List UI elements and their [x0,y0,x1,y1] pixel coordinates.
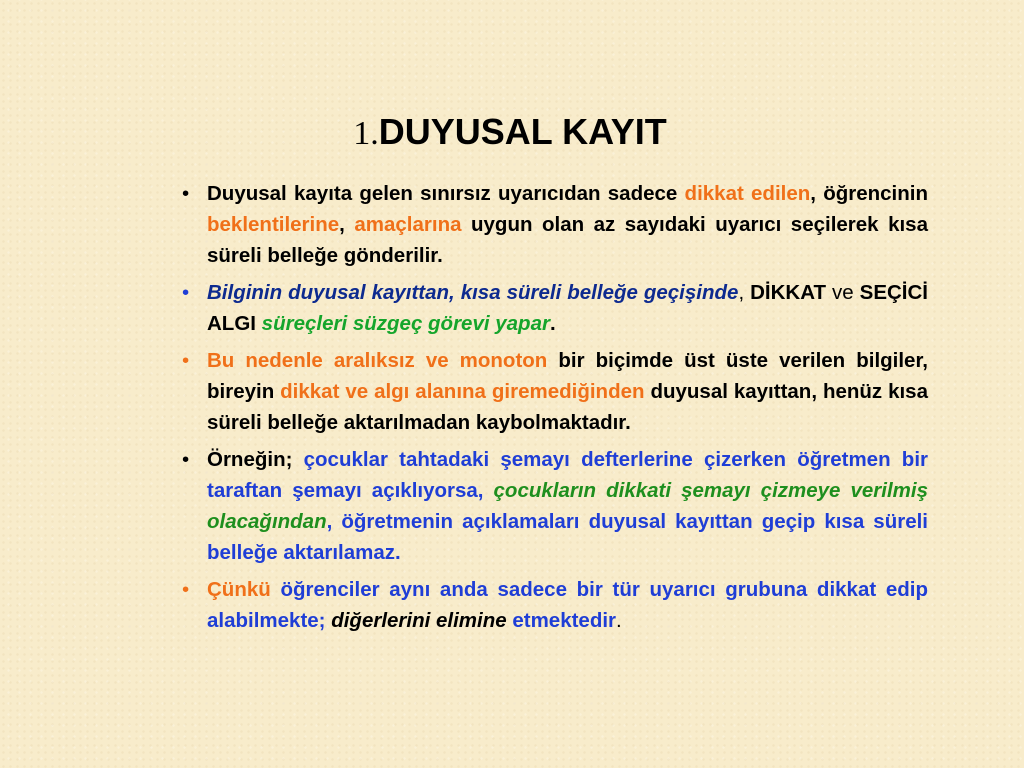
text-run: SEÇİCİ ALGI [207,281,928,335]
text-run: beklentilerine [207,213,340,236]
title-text: DUYUSAL KAYIT [378,111,667,152]
text-run: , [738,281,751,304]
bullet-item [182,277,928,339]
text-run: . [616,609,622,632]
title-number: 1. [353,115,379,152]
text-run: diğerlerini elimine [331,609,507,632]
bullet-marker: • [182,578,190,601]
text-run: çocuklar tahtadaki şemayı defterlerine çizerken öğretmen bir taraftan şemayı açıklıyorsa, [207,448,928,502]
text-run: Duyusal kayıta gelen sınırsız uyarıcıdan sadece [207,182,685,205]
slide-title [300,107,720,159]
bullet-item [182,574,928,636]
text-run: dikkat edilen [684,182,811,205]
bullet-marker: • [182,182,190,205]
text-run: Çünkü [207,578,271,601]
text-run: ve [826,281,860,304]
text-run: dikkat ve algı alanına giremediğinden [280,380,645,403]
text-run: , [339,213,355,236]
text-run: , öğretmenin açıklamaları duyusal kayıttan geçip kısa süreli belleğe aktarılamaz. [207,510,928,564]
bullet-item [182,178,928,271]
bullet-marker: • [182,349,190,372]
text-run: bir biçimde üst üste verilen bilgiler, bireyin [207,349,928,403]
text-run: , öğrencinin [810,182,928,205]
text-run: Bu nedenle aralıksız ve monoton [207,349,548,372]
text-run: duyusal kayıttan, henüz kısa süreli belleğe aktarılmadan kaybolmaktadır. [207,380,928,434]
text-run: Örneğin; [207,448,304,471]
text-run: öğrenciler aynı anda sadece bir tür uyarıcı grubuna dikkat edip alabilmekte; [207,578,928,632]
bullet-item [182,345,928,438]
text-run: . [549,312,556,335]
text-run: süreçleri süzgeç görevi yapar [261,312,550,335]
bullet-marker: • [182,448,190,471]
text-run: amaçlarına [354,213,462,236]
bullet-list [182,178,928,642]
bullet-item [182,444,928,568]
text-run: çocukların dikkati şemayı çizmeye verilmiş olacağından [207,479,928,533]
text-run: Bilginin duyusal kayıttan, kısa süreli belleğe geçişinde [207,281,739,304]
text-run: DİKKAT [750,281,827,304]
text-run: etmektedir [506,609,617,632]
bullet-marker: • [182,281,190,304]
text-run: uygun olan az sayıdaki uyarıcı seçilerek kısa süreli belleğe gönderilir. [207,213,928,267]
